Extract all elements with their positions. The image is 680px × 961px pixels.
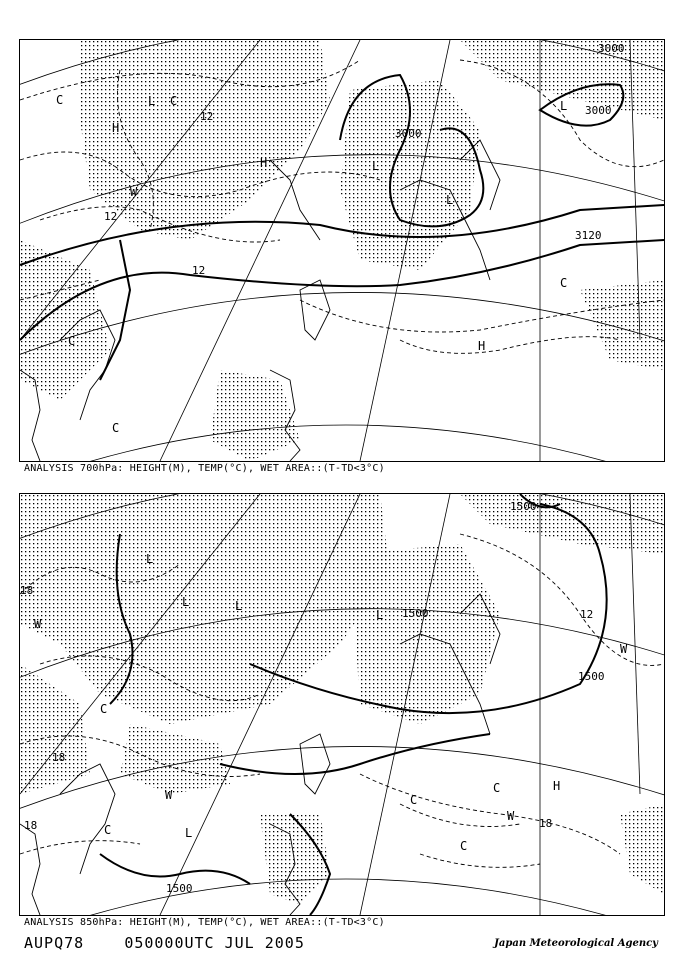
low-center: L bbox=[376, 608, 384, 622]
panel-caption-850hpa: ANALYSIS 850hPa: HEIGHT(M), TEMP(°C), WET AREA::(T-TD<3°C) bbox=[24, 917, 385, 928]
warm-center: W bbox=[620, 642, 628, 656]
warm-center: W bbox=[34, 617, 42, 631]
panel-caption-700hpa: ANALYSIS 700hPa: HEIGHT(M), TEMP(°C), WET AREA::(T-TD<3°C) bbox=[24, 463, 385, 474]
cold-center: C bbox=[170, 94, 178, 108]
high-center: H bbox=[478, 339, 486, 353]
contour-label: 18 bbox=[24, 819, 38, 832]
low-center: L bbox=[446, 193, 454, 207]
contour-label: 12 bbox=[192, 264, 206, 277]
high-center: H bbox=[553, 779, 561, 793]
contour-label: 1500 bbox=[578, 670, 605, 683]
cold-center: C bbox=[112, 421, 120, 435]
low-center: L bbox=[182, 595, 190, 609]
wet-area-shading bbox=[20, 40, 664, 461]
map-panel-850hpa bbox=[19, 493, 665, 916]
contour-label: 18 bbox=[52, 751, 66, 764]
low-center: L bbox=[185, 826, 193, 840]
low-center: L bbox=[372, 159, 380, 173]
warm-center: W bbox=[165, 788, 173, 802]
high-center: H bbox=[260, 156, 268, 170]
contour-label: 12 bbox=[580, 608, 594, 621]
cold-center: C bbox=[104, 823, 112, 837]
contour-label: 1500 bbox=[402, 607, 429, 620]
agency-name: Japan Meteorological Agency bbox=[494, 938, 658, 949]
cold-center: C bbox=[460, 839, 468, 853]
contour-label: 3120 bbox=[575, 229, 602, 242]
low-center: L bbox=[148, 94, 156, 108]
high-center: H bbox=[112, 121, 120, 135]
cold-center: C bbox=[68, 334, 76, 348]
valid-time: 050000UTC JUL 2005 bbox=[124, 934, 305, 952]
contour-label: 1500 bbox=[166, 882, 193, 895]
cold-center: C bbox=[410, 793, 418, 807]
map-850hpa bbox=[20, 494, 664, 915]
cold-center: C bbox=[560, 276, 568, 290]
cold-center: C bbox=[56, 93, 64, 107]
chart-identifier bbox=[24, 934, 305, 952]
contour-label: 3000 bbox=[598, 42, 625, 55]
map-panel-700hpa bbox=[19, 39, 665, 462]
contour-label: 12 bbox=[200, 110, 214, 123]
contour-label: 12 bbox=[104, 210, 118, 223]
warm-center: W bbox=[507, 809, 515, 823]
contour-label: 3000 bbox=[585, 104, 612, 117]
contour-label: 18 bbox=[20, 584, 34, 597]
contour-label: 3000 bbox=[395, 127, 422, 140]
cold-center: C bbox=[493, 781, 501, 795]
chart-code: AUPQ78 bbox=[24, 934, 85, 952]
low-center: L bbox=[146, 552, 154, 566]
contour-label: 1500 bbox=[510, 500, 537, 513]
map-700hpa bbox=[20, 40, 664, 461]
low-center: L bbox=[235, 599, 243, 613]
cold-center: C bbox=[100, 702, 108, 716]
contour-label: 18 bbox=[539, 817, 553, 830]
warm-center: W bbox=[130, 185, 138, 199]
low-center: L bbox=[560, 99, 568, 113]
